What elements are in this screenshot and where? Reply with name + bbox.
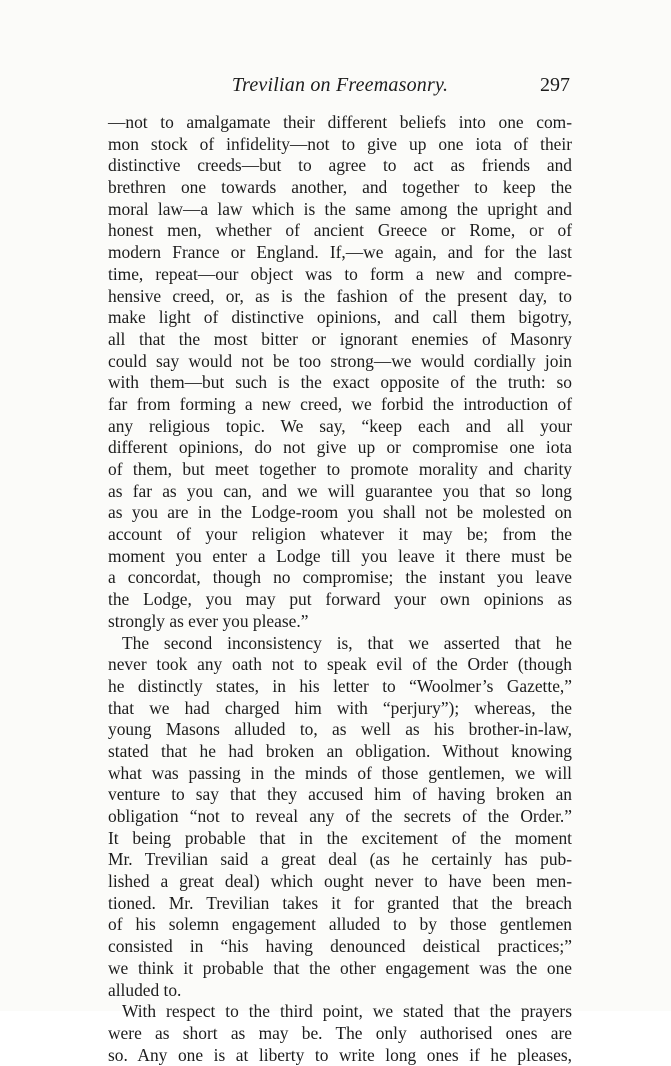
text-line: Mr. Trevilian said a great deal (as he certainly has pub- [108,849,572,870]
text-line: different opinions, do not give up or compromise one iota [108,437,572,458]
text-line: as you are in the Lodge-room you shall not be molested on [108,502,572,523]
text-line: any religious topic. We say, “keep each and all your [108,415,572,436]
text-line: all that the most bitter or ignorant enemies of Masonry [108,328,572,349]
text-line: as far as you can, and we will guarantee you that so long [108,480,572,501]
text-line: strongly as ever you please.” [108,610,309,631]
text-line: a concordat, though no compromise; the instant you leave [108,567,572,588]
text-line: account of your religion whatever it may be; from the [108,524,572,545]
text-line: of them, but meet together to promote morality and charity [108,459,572,479]
text-line: so. Any one is at liberty to write long ones if he pleases, [108,1044,572,1065]
text-line: The second inconsistency is, that we asserted that he [122,632,572,653]
text-line: modern France or England. If,—we again, and for the last [108,242,572,263]
text-line: brethren one towards another, and together to keep the [108,177,572,198]
text-line: that we had charged him with “perjury”); whereas, the [108,697,572,718]
text-line: —not to amalgamate their different beliefs into one com- [108,112,572,132]
text-line: make light of distinctive opinions, and call them bigotry, [108,307,572,328]
text-line: of his solemn engagement alluded to by those gentlemen [108,914,572,935]
text-line: with them—but such is the exact opposite of the truth: so [108,372,572,393]
text-line: tioned. Mr. Trevilian takes it for granted that the breach [108,892,572,913]
text-line: never took any oath not to speak evil of the Order (though [108,654,572,675]
text-line: venture to say that they accused him of having broken an [108,784,572,805]
text-line: honest men, whether of ancient Greece or Rome, or of [108,220,572,241]
text-line: consisted in “his having denounced deistical practices;” [108,936,572,957]
text-line: moment you enter a Lodge till you leave it there must be [108,545,572,566]
text-line: It being probable that in the excitement of the moment [108,827,572,848]
text-line: time, repeat—our object was to form a new and compre- [108,263,572,284]
text-line: we think it probable that the other engagement was the one [108,957,572,978]
text-line: mon stock of infidelity—not to give up one iota of their [108,133,572,154]
text-line: what was passing in the minds of those gentlemen, we will [108,762,572,783]
text-line: obligation “not to reveal any of the secrets of the Order.” [108,806,572,826]
text-line: he distinctly states, in his letter to “Woolmer’s Gazette,” [108,675,572,696]
text-line: young Masons alluded to, as well as his brother-in-law, [108,719,572,740]
text-line: moral law—a law which is the same among the upright and [108,198,572,219]
body-text [108,112,572,1066]
text-line: could say would not be too strong—we would cordially join [108,350,572,371]
text-line: alluded to. [108,979,182,1000]
text-line: distinctive creeds—but to agree to act as friends and [108,155,572,176]
text-line: lished a great deal) which ought never to have been men- [108,871,572,892]
text-line: far from forming a new creed, we forbid the introduction of [108,393,572,414]
text-line: stated that he had broken an obligation. Without knowing [108,740,572,761]
page-number: 297 [540,74,570,96]
text-line: were as short as may be. The only authorised ones are [108,1022,572,1043]
text-line: With respect to the third point, we stated that the prayers [122,1001,572,1022]
text-line: the Lodge, you may put forward your own opinions as [108,589,572,610]
running-head [110,74,570,100]
running-title: Trevilian on Freemasonry. [231,74,449,96]
text-line: hensive creed, or, as is the fashion of the present day, to [108,285,572,306]
